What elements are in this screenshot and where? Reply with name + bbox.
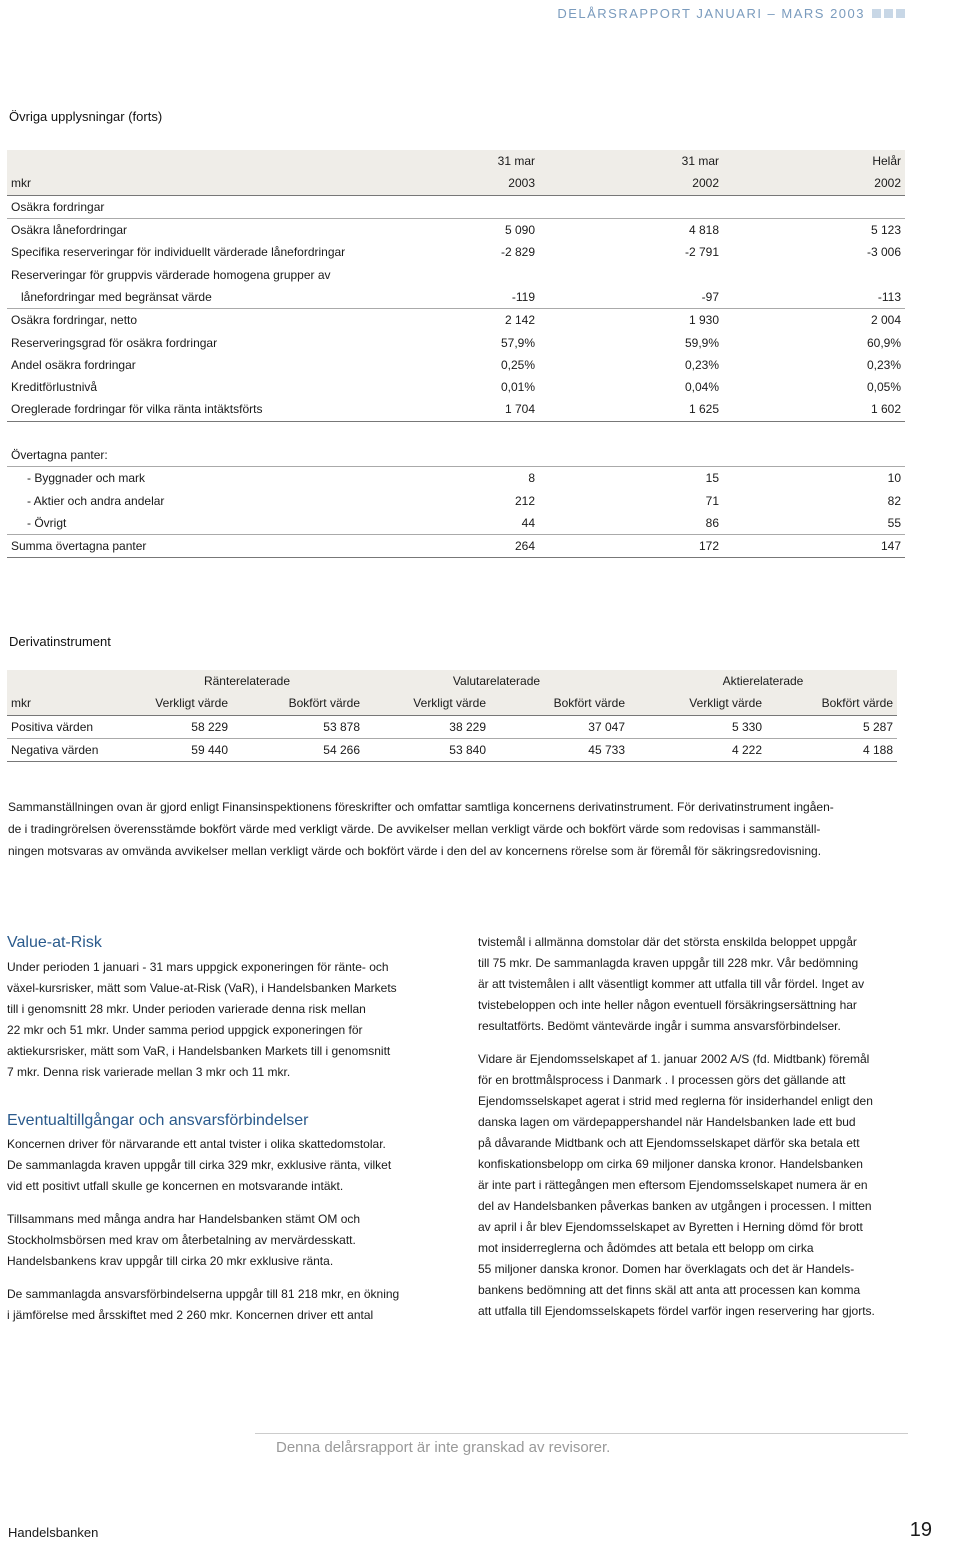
paragraph: tvistemål i allmänna domstolar där det största enskilda beloppet uppgår till 75 mkr. De sammanlagda kraven uppgår till 228 mkr. Vår bedömning är att tvistemålen i allt väsentligt kommer att utfalla till vår fördel. Inget av tvistebeloppen och inte heller någon eventuell försäkringsersättning har resultatförts. Bedömt väntevärde ingår i summa ansvarsförbindelser. — [478, 935, 865, 1033]
page-number: 19 — [909, 1519, 932, 1541]
derivatives-note: Sammanställningen ovan är gjord enligt Finansinspektionens föreskrifter och omfattar samtliga koncernens derivatinstrument. För derivatinstrument ingåen- de i tradingrörelsen överensstämde bokfört värde med verkligt värde. De avvikelser mellan verkligt värde och bokfört värde som redovisas i sammanställ- ningen motsvaras av omvända avvikelser mellan verkligt värde och bokfört värde i den del av koncernens rörelse som är föremål för säkringsredovisning. — [8, 800, 834, 858]
table-row: Osäkra fordringar, netto 2 142 1 930 2 004 — [11, 313, 901, 328]
table-row — [7, 444, 905, 467]
table-row: Reserveringsgrad för osäkra fordringar 57,9% 59,9% 60,9% — [11, 335, 901, 350]
spacer-row — [7, 421, 905, 444]
var-paragraph: Under perioden 1 januari - 31 mars uppgick exponeringen för ränte- och växel-kursrisker, mätt som Value-at-Risk (VaR), i Handelsbanken Markets till i genomsnitt 28 mkr. Under perioden varierade denna risk mellan 22 mkr och 51 mkr. Under samma period uppgick exponeringen för aktiekursrisker, mätt som VaR, i Handelsbanken Markets till i genomsnitt 7 mkr. Denna risk varierade mellan 3 mkr och 11 mkr. — [7, 960, 397, 1079]
group-head-aktie: Aktierelaterade — [629, 670, 897, 692]
table-row: Andel osäkra fordringar 0,25% 0,23% 0,23% — [11, 357, 901, 372]
table-row: Osäkra lånefordringar 5 090 4 818 5 123 — [11, 223, 901, 238]
eventual-paragraphs — [7, 1134, 447, 1338]
col-head-date: 31 mar — [387, 150, 539, 172]
table-row: Negativa värden 59 440 54 266 53 840 45 733 4 222 4 188 — [7, 738, 897, 761]
col-head-date: Helår — [723, 150, 905, 172]
col-head-year: 2003 — [387, 172, 539, 195]
section-title-derivat: Derivatinstrument — [9, 634, 111, 649]
table-head-row — [7, 172, 905, 195]
receivables-table — [7, 150, 905, 558]
table-row: Specifika reserveringar för individuellt värderade lånefordringar -2 829 -2 791 -3 006 — [11, 245, 901, 260]
table-head-row — [7, 150, 905, 172]
right-column — [478, 932, 938, 1334]
unit-label: mkr — [7, 172, 387, 195]
table-row: - Aktier och andra andelar 212 71 82 — [27, 493, 901, 508]
table-row: lånefordringar med begränsat värde -119 -97 -113 — [7, 286, 905, 309]
table-row: Positiva värden 58 229 53 878 38 229 37 047 5 330 5 287 — [7, 715, 897, 738]
col-head-year: 2002 — [539, 172, 723, 195]
table-row: Osäkra fordringar — [7, 195, 905, 218]
table-total-row: Summa övertagna panter 264 172 147 — [7, 535, 905, 558]
table-head-row — [7, 670, 897, 692]
panter-title: Övertagna panter: — [7, 444, 905, 467]
footer-divider — [255, 1433, 908, 1434]
derivatives-table — [7, 670, 897, 762]
table-row: - Byggnader och mark 8 15 10 — [27, 471, 901, 486]
col-head-year: 2002 — [723, 172, 905, 195]
report-header-title: DELÅRSRAPPORT JANUARI – MARS 2003 — [557, 6, 865, 21]
col-head-date: 31 mar — [539, 150, 723, 172]
heading-eventual: Eventualtillgångar och ansvarsförbindelser — [7, 1112, 309, 1129]
paragraph: Vidare är Ejendomsselskapet af 1. januar 2002 A/S (fd. Midtbank) föremål för en brottmålsprocess i Danmark . I processen görs det gällande att Ejendomsselskapet agerat i strid med reglerna för insiderhandel enligt den danska lagen om värdepappershandel när Handelsbanken lade ett bud på dåvarande Midtbank och att Ejendomsselskapet därför ska betala ett konfiskationsbelopp om cirka 69 miljoner danska kronor. Handelsbanken är inte part i rättegången men eftersom Ejendomsselskapet numera är en del av Handelsbanken påverkas banken av utgången i processen. I mitten av april i år blev Ejendomsselskapet av Byretten i Herning dömd för brott mot insiderreglerna och ådömdes att betala ett belopp om cirka 55 miljoner danska kronor. Domen har överklagats och det är Handels- bankens bedömning att det finns skäl att anta att processen kan komma att utfalla till Ejendomsselskapets fördel varför ingen reservering har gjorts. — [478, 1052, 875, 1318]
footer-brand: Handelsbanken — [8, 1525, 99, 1540]
group-head-rante: Ränterelaterade — [130, 670, 364, 692]
table-row: Kreditförlustnivå 0,01% 0,04% 0,05% — [11, 380, 901, 395]
table-row: Reserveringar för gruppvis värderade homogena grupper av — [11, 267, 331, 282]
paragraph: De sammanlagda ansvarsförbindelserna uppgår till 81 218 mkr, en ökning i jämförelse med årsskiftet med 2 260 mkr. Koncernen driver ett antal — [7, 1287, 400, 1322]
group-head-valuta: Valutarelaterade — [364, 670, 629, 692]
header-squares-decoration — [872, 9, 905, 18]
table-head-row: mkr Verkligt värde Bokfört värde Verkligt värde Bokfört värde Verkligt värde Bokfört värde — [7, 692, 897, 715]
footer-note: Denna delårsrapport är inte granskad av revisorer. — [276, 1439, 611, 1456]
table-row: - Övrigt 44 86 55 — [7, 512, 905, 535]
section-title-ovriga: Övriga upplysningar (forts) — [9, 109, 163, 124]
table-row: Oreglerade fordringar för vilka ränta intäktsförts 1 704 1 625 1 602 — [7, 398, 905, 421]
heading-value-at-risk: Value-at-Risk — [7, 934, 102, 951]
unit-label: mkr — [7, 692, 130, 715]
paragraph: Koncernen driver för närvarande ett antal tvister i olika skattedomstolar. De sammanlagda kraven uppgår till cirka 329 mkr, exklusive ränta, vilket vid ett positivt utfall skulle ge koncernen en motsvarande intäkt. — [7, 1137, 392, 1193]
paragraph: Tillsammans med många andra har Handelsbanken stämt OM och Stockholmsbörsen med krav om återbetalning av mervärdesskatt. Handelsbankens krav uppgår till cirka 20 mkr exklusive ränta. — [7, 1212, 361, 1268]
